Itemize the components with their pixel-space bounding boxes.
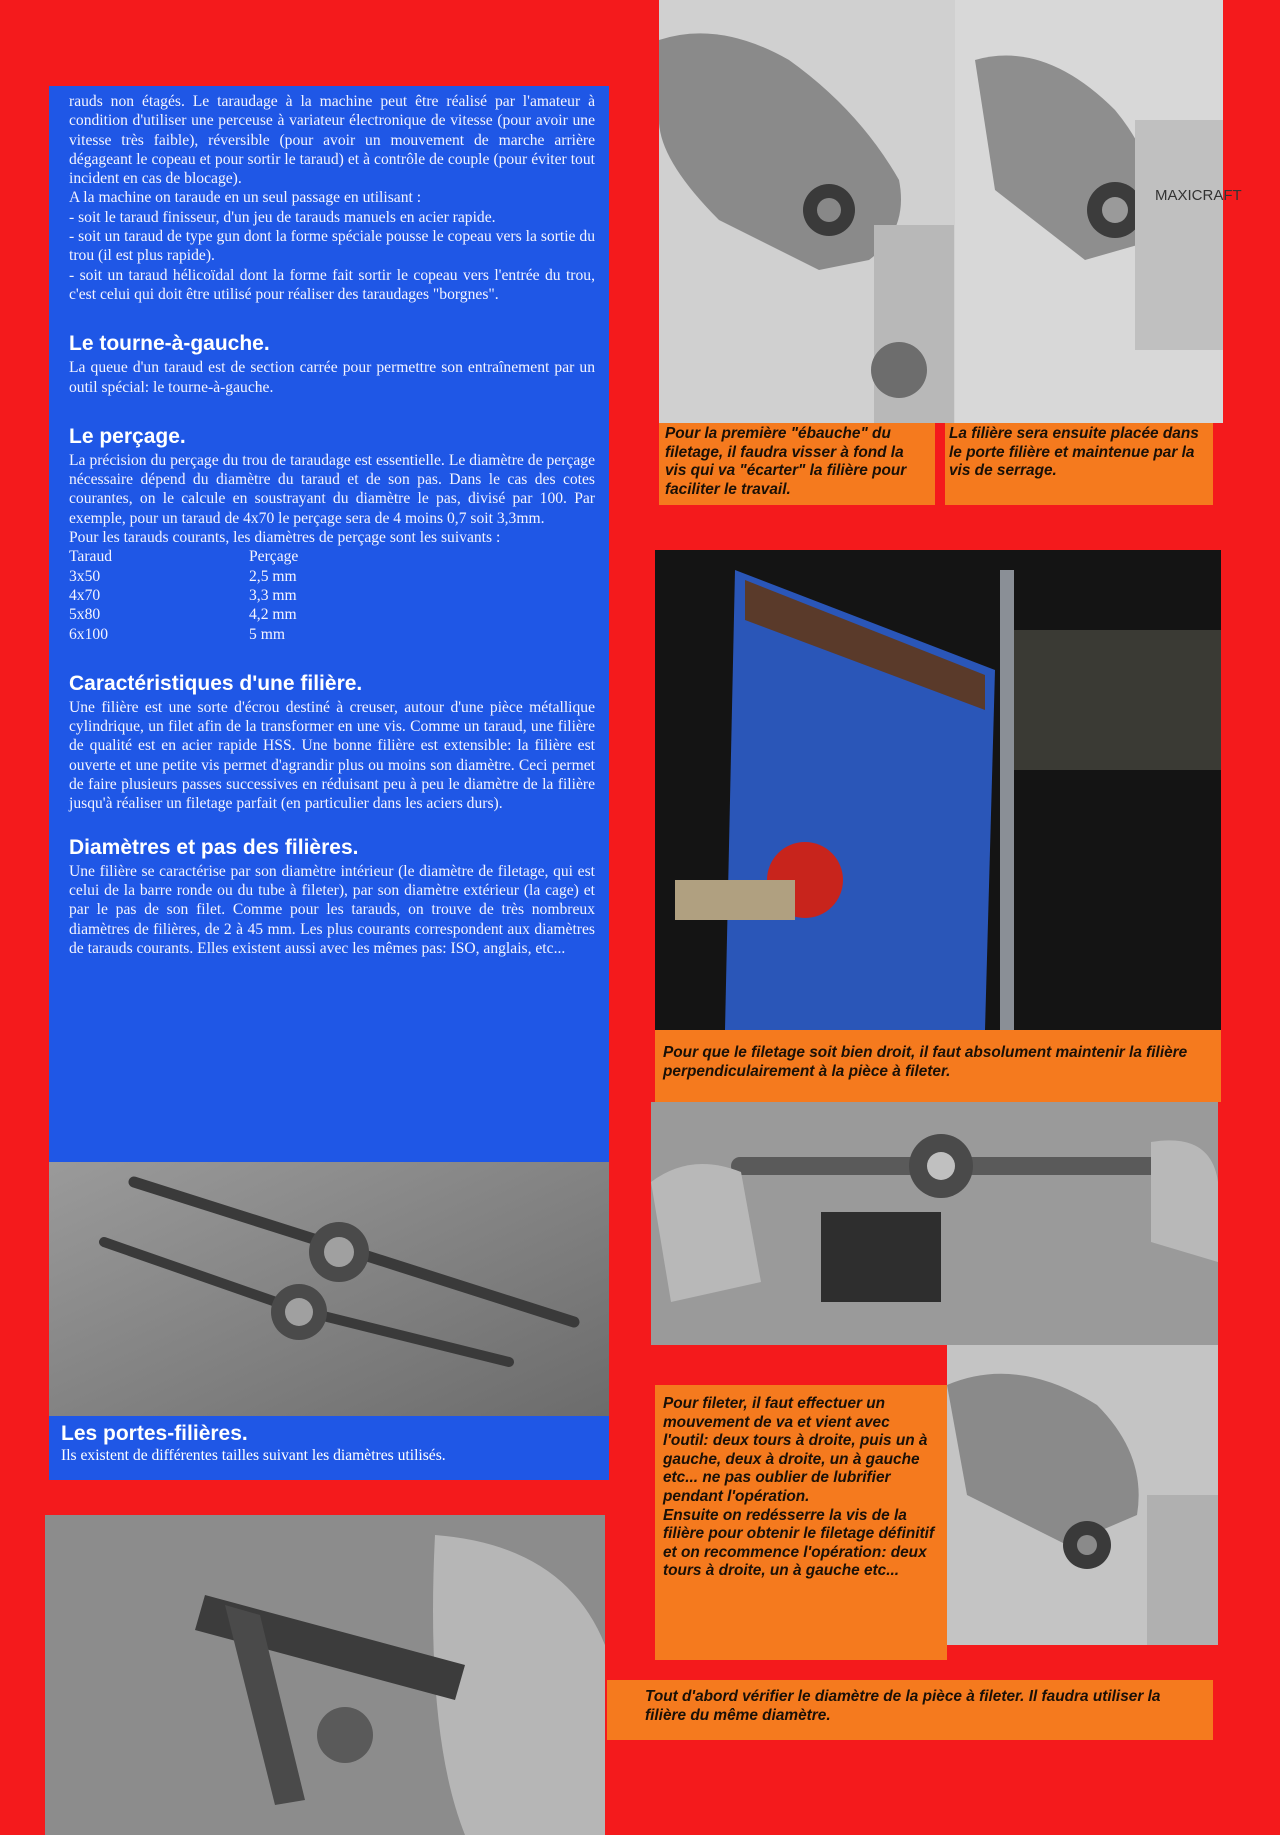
table-cell: 4x70 — [69, 586, 101, 604]
heading-diametres: Diamètres et pas des filières. — [69, 835, 359, 859]
verifier-caption-text: Tout d'abord vérifier le diamètre de la pièce à fileter. Il faudra utiliser la filière du même diamètre. — [645, 1688, 1161, 1724]
portes-filieres-title: Les portes-filières. — [61, 1422, 248, 1445]
table-row — [69, 567, 298, 586]
table-header-percage: Perçage — [249, 548, 299, 566]
verifier-caption — [607, 1680, 1213, 1740]
hand-die-photo — [947, 1345, 1218, 1645]
table-cell: 6x100 — [69, 625, 108, 643]
table-row — [69, 605, 298, 624]
percage-text: La précision du perçage du trou de taraudage est essentielle. Le diamètre de perçage nécessaire dépend du diamètre du taraud et de son pas. Dans le cas des cotes courantes, on le calcule en soustrayant du diamètre le pas, divisé par 100. Par exemple, pour un taraud de 4x70 le perçage sera de 4 moins 0,7 soit 3,3mm. — [69, 451, 595, 527]
table-row — [69, 586, 298, 605]
intro-item-1: - soit le taraud finisseur, d'un jeu de tarauds manuels en acier rapide. — [69, 208, 496, 226]
intro-paragraph: rauds non étagés. Le taraudage à la machine peut être réalisé par l'amateur à condition d'utiliser une perceuse à variateur électronique de vitesse (pour avoir une vitesse très faible), réversible (pour avoir un mouvement de marche arrière dégageant le copeau et pour sortir le taraud) et à contrôle de couple (pour éviter tout incident en cas de blocage). — [69, 93, 595, 188]
article-text-column — [49, 86, 609, 1162]
table-header-row — [69, 547, 298, 566]
caliper-photo — [45, 1515, 605, 1835]
table-cell: 5 mm — [249, 625, 285, 643]
ebauche-caption — [659, 423, 935, 505]
package-brand-label: MAXICRAFT — [1155, 187, 1242, 204]
heading-caracteristiques: Caractéristiques d'une filière. — [69, 671, 363, 695]
placee-photo — [955, 0, 1242, 423]
ebauche-caption-text: Pour la première "ébauche" du filetage, il faudra visser à fond la vis qui va "écarter" la filière pour faciliter le travail. — [665, 425, 907, 498]
table-cell: 2,5 mm — [249, 567, 297, 585]
tourne-a-gauche-text: La queue d'un taraud est de section carrée pour permettre son entraînement par un outil spécial: le tourne-à-gauche. — [69, 359, 595, 396]
vise-photo — [655, 550, 1221, 1030]
diametres-text: Une filière se caractérise par son diamètre intérieur (le diamètre de filetage, qui est celui de la barre ronde ou du tube à fileter), par son diamètre extérieur (la cage) et par le pas de son filet. Comme pour les tarauds, on trouve de très nombreux diamètres de filières, de 2 à 45 mm. Les plus courants correspondent aux diamètres de tarauds courants. Elles existent aussi avec les mêmes pas: ISO, anglais, etc... — [69, 862, 595, 957]
portes-filieres-text: Ils existent de différentes tailles suivant les diamètres utilisés. — [61, 1447, 446, 1464]
table-cell: 3,3 mm — [249, 586, 297, 604]
fileter-caption-text-2: Ensuite on redésserre la vis de la filière pour obtenir le filetage définitif et on recommence l'opération: deux tours à droite, un à gauche etc... — [663, 1506, 935, 1580]
table-cell: 3x50 — [69, 567, 101, 585]
table-cell: 5x80 — [69, 606, 101, 624]
table-row — [69, 625, 298, 644]
droit-caption-text: Pour que le filetage soit bien droit, il faut absolument maintenir la filière perpendiculairement à la pièce à fileter. — [663, 1044, 1188, 1080]
placee-caption — [945, 423, 1213, 505]
table-header-taraud: Taraud — [69, 548, 113, 566]
ebauche-photo — [659, 0, 955, 423]
filetage-photo — [651, 1102, 1218, 1345]
droit-caption — [655, 1030, 1221, 1102]
fileter-caption-text: Pour fileter, il faut effectuer un mouvement de va et vient avec l'outil: deux tours à droite, puis un à gauche, deux à droite, un à gauche etc... ne pas oublier de lubrifier pendant l'opération. — [663, 1395, 928, 1505]
percage-lead: Pour les tarauds courants, les diamètres de perçage sont les suivants : — [69, 529, 501, 547]
intro-lead: A la machine on taraude en un seul passage en utilisant : — [69, 189, 422, 207]
placee-caption-text: La filière sera ensuite placée dans le porte filière et maintenue par la vis de serrage. — [949, 425, 1199, 480]
fileter-caption — [655, 1385, 947, 1660]
die-holders-photo — [49, 1162, 609, 1416]
heading-tourne-a-gauche: Le tourne-à-gauche. — [69, 332, 270, 356]
caracteristiques-text: Une filière est une sorte d'écrou destiné à creuser, autour d'une pièce métallique cylindrique, un filet afin de la transformer en une vis. Comme un taraud, une filière de qualité est en acier rapide HSS. Une bonne filière est extensible: la filière est ouverte et une petite vis permet d'agrandir plus ou moins son diamètre. Ceci permet de faire plusieurs passes successives en réduisant peu à peu le diamètre de la filière jusqu'à réaliser un filetage parfait (en particulier dans les aciers durs). — [69, 698, 595, 813]
percage-table — [69, 547, 298, 643]
intro-item-2: - soit un taraud de type gun dont la forme spéciale pousse le copeau vers la sortie du trou (il est plus rapide). — [69, 228, 595, 265]
portes-filieres-caption — [49, 1416, 609, 1480]
heading-percage: Le perçage. — [69, 424, 186, 448]
table-cell: 4,2 mm — [249, 606, 297, 624]
intro-item-3: - soit un taraud hélicoïdal dont la forme fait sortir le copeau vers l'entrée du trou, c'est celui qui doit être utilisé pour réaliser des taraudages "borgnes". — [69, 266, 595, 303]
